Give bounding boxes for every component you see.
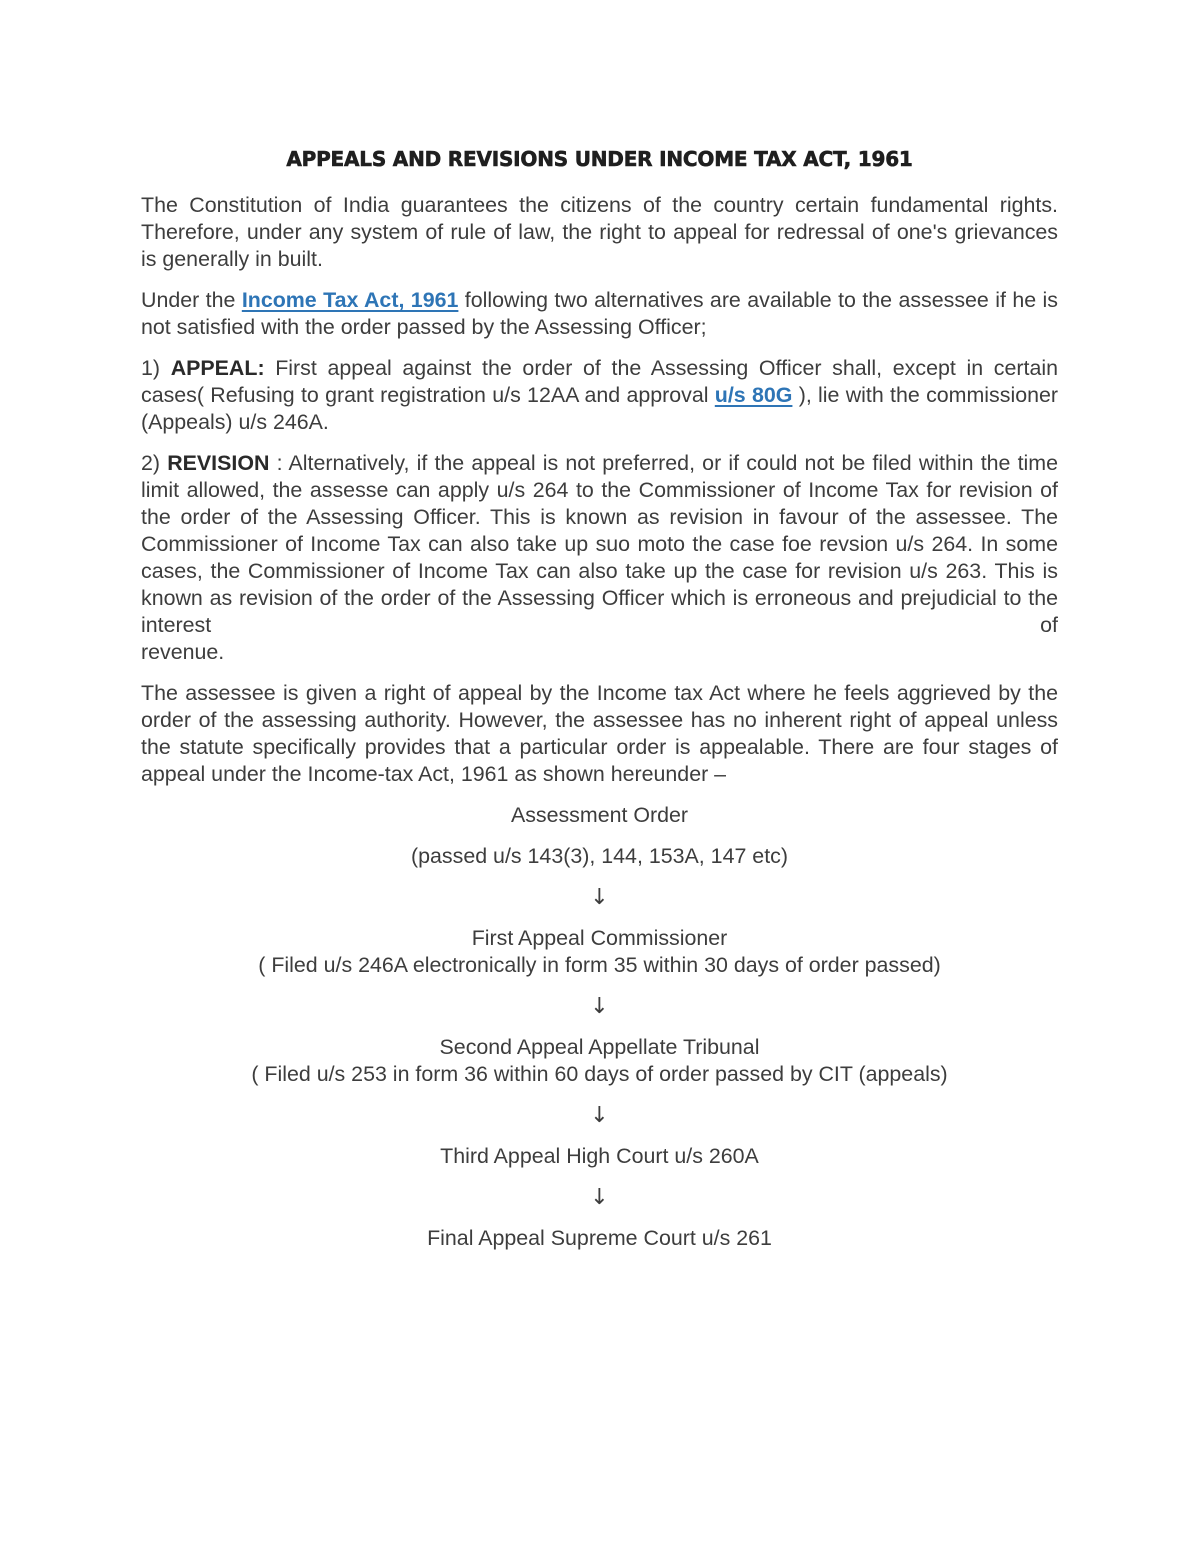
- first-appeal-title: First Appeal Commissioner: [471, 926, 728, 950]
- assessment-order-title: Assessment Order: [510, 803, 689, 827]
- section-80g-link[interactable]: u/s 80G: [714, 383, 793, 407]
- down-arrow-icon: ↓: [590, 994, 609, 1019]
- intro-paragraph: The Constitution of India guarantees the citizens of the country certain fundamental rights. Therefore, under any system of rule of law, the right to appeal for redressal of one's grievances is generally in built.: [141, 193, 1058, 271]
- first-appeal-detail: ( Filed u/s 246A electronically in form 35 within 30 days of order passed): [258, 953, 941, 977]
- appeal-paragraph: [141, 355, 1058, 436]
- alternatives-paragraph: [141, 287, 1058, 341]
- revision-text: : Alternatively, if the appeal is not preferred, or if could not be filed within the time limit allowed, the assesse can apply u/s 264 to the Commissioner of Income Tax for revision of the order of the Assessing Officer. This is known as revision in favour of the assessee. The Commissioner of Income Tax can also take up suo moto the case foe revsion u/s 264. In some cases, the Commissioner of Income Tax can also take up the case for revision u/s 263. This is known as revision of the order of the Assessing Officer which is erroneous and prejudicial to the interest of: [141, 451, 1059, 637]
- appeal-number: 1): [141, 356, 171, 380]
- second-appeal-detail: ( Filed u/s 253 in form 36 within 60 days of order passed by CIT (appeals): [251, 1062, 948, 1086]
- appeal-text-after: ), lie with the commissioner (Appeals) u/s 246A.: [141, 383, 1059, 434]
- income-tax-act-link[interactable]: Income Tax Act, 1961: [241, 288, 459, 312]
- revision-last-line: revenue.: [141, 640, 225, 664]
- revision-term: REVISION: [167, 451, 270, 475]
- down-arrow-icon: ↓: [590, 1185, 609, 1210]
- alternatives-text-after: following two alternatives are available to the assessee if he is not satisfied with the order passed by the Assessing Officer;: [141, 288, 1058, 339]
- document-page: [141, 144, 1058, 1252]
- stages-paragraph: The assessee is given a right of appeal by the Income tax Act where he feels aggrieved by the order of the assessing authority. However, the assessee has no inherent right of appeal unless the statute specifically provides that a particular order is appealable. There are four stages of appeal under the Income-tax Act, 1961 as shown hereunder –: [141, 681, 1058, 786]
- second-appeal-title: Second Appeal Appellate Tribunal: [439, 1035, 760, 1059]
- third-appeal: Third Appeal High Court u/s 260A: [440, 1144, 759, 1168]
- appeal-term: APPEAL:: [170, 356, 265, 380]
- document-title: APPEALS AND REVISIONS UNDER INCOME TAX ACT, 1961: [286, 147, 913, 171]
- revision-number: 2): [141, 451, 168, 475]
- revision-paragraph: [141, 450, 1058, 639]
- down-arrow-icon: ↓: [590, 885, 609, 910]
- assessment-order-detail: (passed u/s 143(3), 144, 153A, 147 etc): [411, 844, 788, 868]
- appeal-flowchart: [141, 802, 1058, 1252]
- final-appeal: Final Appeal Supreme Court u/s 261: [427, 1226, 772, 1250]
- alternatives-text-before: Under the: [141, 288, 242, 312]
- appeal-text-before: First appeal against the order of the Assessing Officer shall, except in certain cases( Refusing to grant registration u/s 12AA and approval: [141, 356, 1058, 407]
- down-arrow-icon: ↓: [590, 1103, 609, 1128]
